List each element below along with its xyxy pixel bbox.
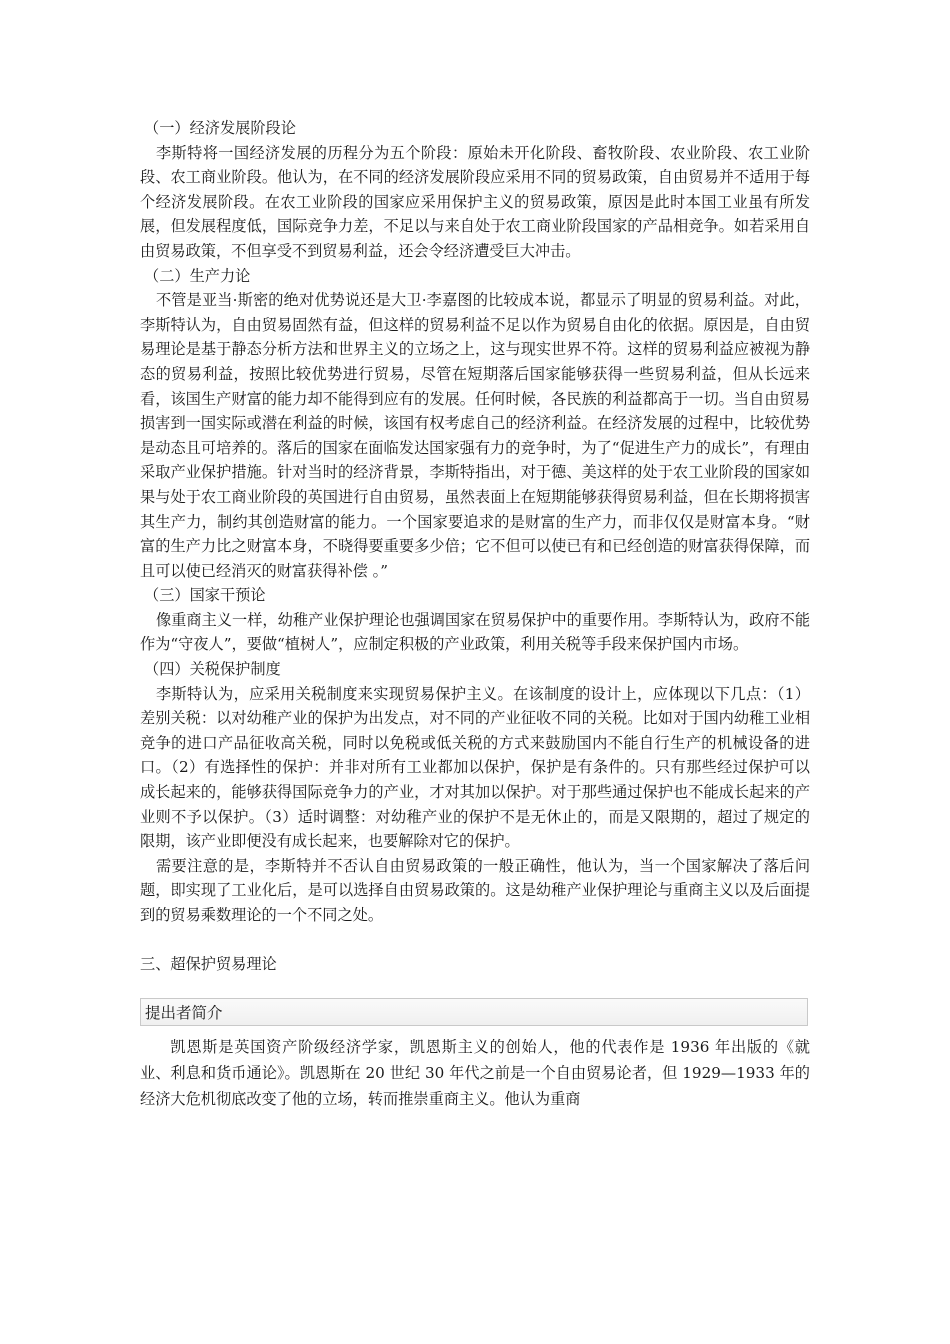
- section-heading-2: （二）生产力论: [144, 266, 251, 285]
- chapter-section-title: 三、超保护贸易理论: [140, 954, 277, 973]
- document-body: [140, 116, 810, 1112]
- section-4-paragraph-2: 需要注意的是，李斯特并不否认自由贸易政策的一般正确性，他认为，当一个国家解决了落后问题，即实现了工业化后，是可以选择自由贸易政策的。这是幼稚产业保护理论与重商主义以及后面提到的贸易乘数理论的一个不同之处。: [140, 856, 810, 924]
- section-heading-3: （三）国家干预论: [144, 586, 266, 605]
- section-1-paragraph: 李斯特将一国经济发展的历程分为五个阶段：原始未开化阶段、畜牧阶段、农业阶段、农工业阶段、农工商业阶段。他认为，在不同的经济发展阶段应采用不同的贸易政策，自由贸易并不适用于每个经济发展阶段。在农工业阶段的国家应采用保护主义的贸易政策，原因是此时本国工业虽有所发展，但发展程度低，国际竞争力差，不足以与来自处于农工商业阶段国家的产品相竞争。如若采用自由贸易政策，不但享受不到贸易利益，还会令经济遭受巨大冲击。: [140, 143, 810, 260]
- section-2-paragraph: 不管是亚当·斯密的绝对优势说还是大卫·李嘉图的比较成本说，都显示了明显的贸易利益。对此，李斯特认为，自由贸易固然有益，但这样的贸易利益不足以作为贸易自由化的依据。原因是，自由贸易理论是基于静态分析方法和世界主义的立场之上，这与现实世界不符。这样的贸易利益应被视为静态的贸易利益，按照比较优势进行贸易，尽管在短期落后国家能够获得一些贸易利益，但从长远来看，该国生产财富的能力却不能得到应有的发展。任何时候，各民族的利益都高于一切。当自由贸易损害到一国实际或潜在利益的时候，该国有权考虑自己的经济利益。在经济发展的过程中，比较优势是动态且可培养的。落后的国家在面临发达国家强有力的竞争时，为了“促进生产力的成长”，有理由采取产业保护措施。针对当时的经济背景，李斯特指出，对于德、美这样的处于农工业阶段的国家如果与处于农工商业阶段的英国进行自由贸易，虽然表面上在短期能够获得贸易利益，但在长期将损害其生产力，制约其创造财富的能力。一个国家要追求的是财富的生产力，而非仅仅是财富本身。“财富的生产力比之财富本身，不晓得要重要多少倍；它不但可以使已有和已经创造的财富获得保障，而且可以使已经消灭的财富获得补偿 。”: [140, 291, 810, 580]
- section-4-paragraph-1: 李斯特认为，应采用关税制度来实现贸易保护主义。在该制度的设计上，应体现以下几点：（1）差别关税：以对幼稚产业的保护为出发点，对不同的产业征收不同的关税。比如对于国内幼稚工业相竞争的进口产品征收高关税，同时以免税或低关税的方式来鼓励国内不能自行生产的机械设备的进口。（2）有选择性的保护：并非对所有工业都加以保护，保护是有条件的。只有那些经过保护可以成长起来的，能够获得国际竞争力的产业，才对其加以保护。对于那些通过保护也不能成长起来的产业则不予以保护。（3）适时调整：对幼稚产业的保护不是无休止的，而是又限期的，超过了规定的限期，该产业即便没有成长起来，也要解除对它的保护。: [140, 684, 810, 851]
- section-3-paragraph: 像重商主义一样，幼稚产业保护理论也强调国家在贸易保护中的重要作用。李斯特认为，政府不能作为“守夜人”，要做“植树人”，应制定积极的产业政策，利用关税等手段来保护国内市场。: [140, 610, 810, 654]
- proposer-intro-paragraph: 凯恩斯是英国资产阶级经济学家，凯恩斯主义的创始人，他的代表作是 1936 年出版的《就业、利息和货币通论》。凯恩斯在 20 世纪 30 年代之前是一个自由贸易论者，但 1929—1933 年的经济大危机彻底改变了他的立场，转而推崇重商主义。他认为重商: [140, 1038, 810, 1109]
- section-heading-1: （一）经济发展阶段论: [144, 119, 296, 137]
- section-heading-4: （四）关税保护制度: [144, 660, 281, 679]
- proposer-intro-box: 提出者简介: [140, 998, 808, 1026]
